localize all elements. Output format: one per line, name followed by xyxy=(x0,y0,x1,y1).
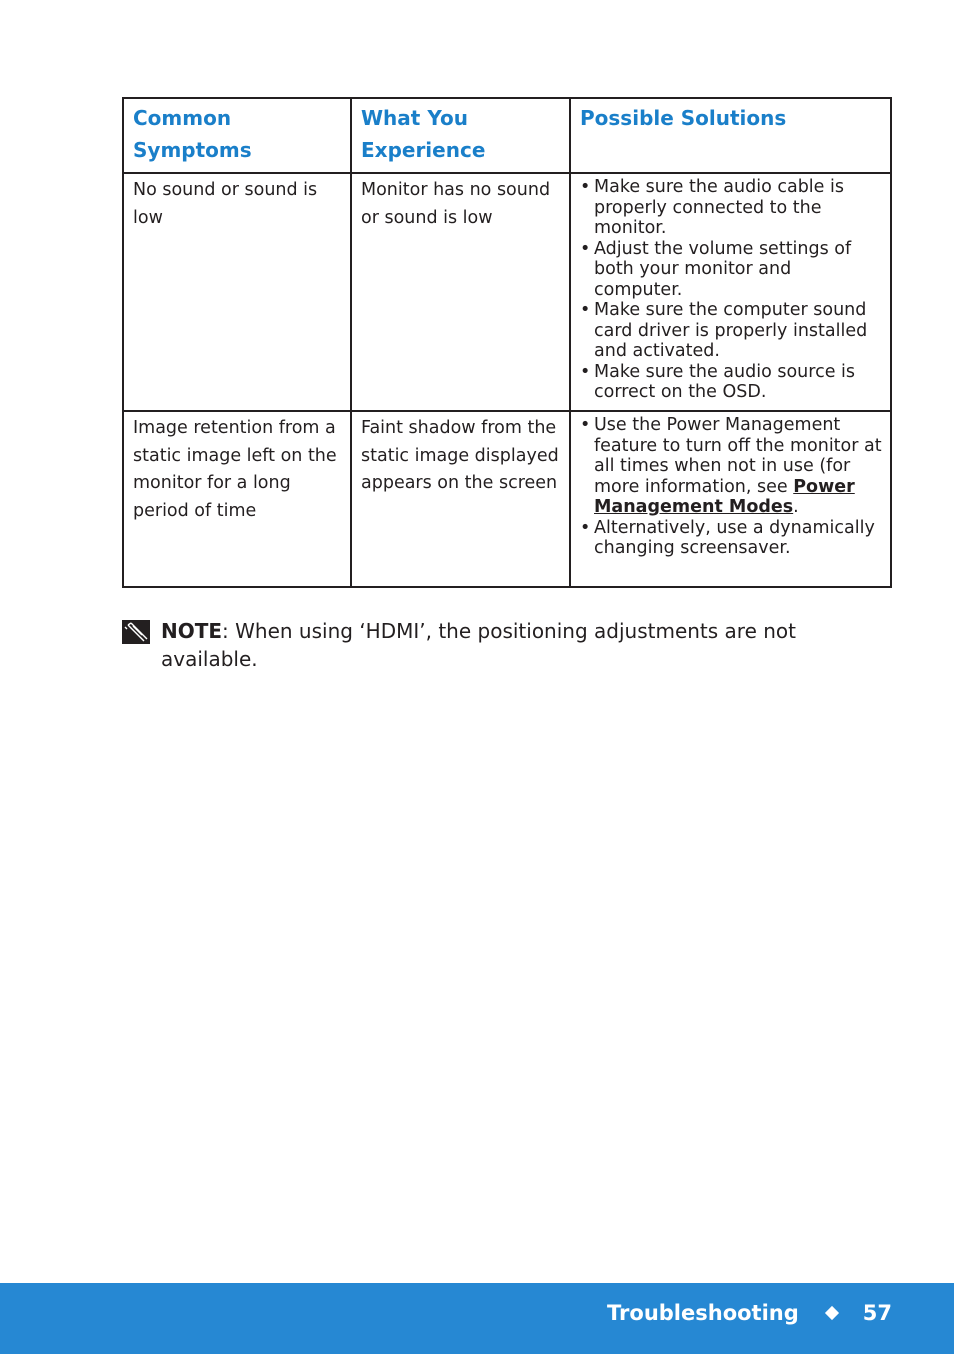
solution-item xyxy=(580,415,882,518)
table-row xyxy=(123,411,891,587)
troubleshooting-table xyxy=(122,97,892,588)
page-footer xyxy=(0,1283,954,1354)
page-number: 57 xyxy=(862,1301,892,1325)
solution-item: • Make sure the computer sound card driver is properly installed and activated. xyxy=(580,300,882,362)
symptom-cell: No sound or sound is low xyxy=(123,173,351,411)
symptom-cell: Image retention from a static image left on the monitor for a long period of time xyxy=(123,411,351,587)
power-management-modes-link[interactable]: Power Management Modes xyxy=(594,476,855,517)
solution-item: • Adjust the volume settings of both your monitor and computer. xyxy=(580,239,882,301)
table-header-row xyxy=(123,98,891,173)
solution-text: Use the Power Management feature to turn off the monitor at all times when not in use (for more information, see xyxy=(594,415,882,497)
note-text xyxy=(122,617,852,673)
diamond-icon xyxy=(825,1306,839,1320)
header-common-symptoms: Common Symptoms xyxy=(123,98,351,173)
solution-text-end: . xyxy=(793,497,799,517)
solutions-list xyxy=(580,177,882,403)
solutions-cell xyxy=(570,173,891,411)
header-what-you-experience: What You Experience xyxy=(351,98,570,173)
solutions-cell xyxy=(570,411,891,587)
experience-cell: Faint shadow from the static image displayed appears on the screen xyxy=(351,411,570,587)
note-block xyxy=(122,617,852,673)
solution-item: • Make sure the audio cable is properly connected to the monitor. xyxy=(580,177,882,239)
solution-item: • Alternatively, use a dynamically changing screensaver. xyxy=(580,518,882,559)
solutions-list xyxy=(580,415,882,559)
header-possible-solutions: Possible Solutions xyxy=(570,98,891,173)
experience-cell: Monitor has no sound or sound is low xyxy=(351,173,570,411)
footer-content xyxy=(607,1299,892,1327)
solution-item: • Make sure the audio source is correct on the OSD. xyxy=(580,362,882,403)
note-body: : When using ‘HDMI’, the positioning adjustments are not available. xyxy=(161,619,797,671)
note-label: NOTE xyxy=(161,619,223,643)
table-row xyxy=(123,173,891,411)
note-pencil-icon xyxy=(122,620,150,644)
footer-section-title: Troubleshooting xyxy=(607,1301,799,1325)
